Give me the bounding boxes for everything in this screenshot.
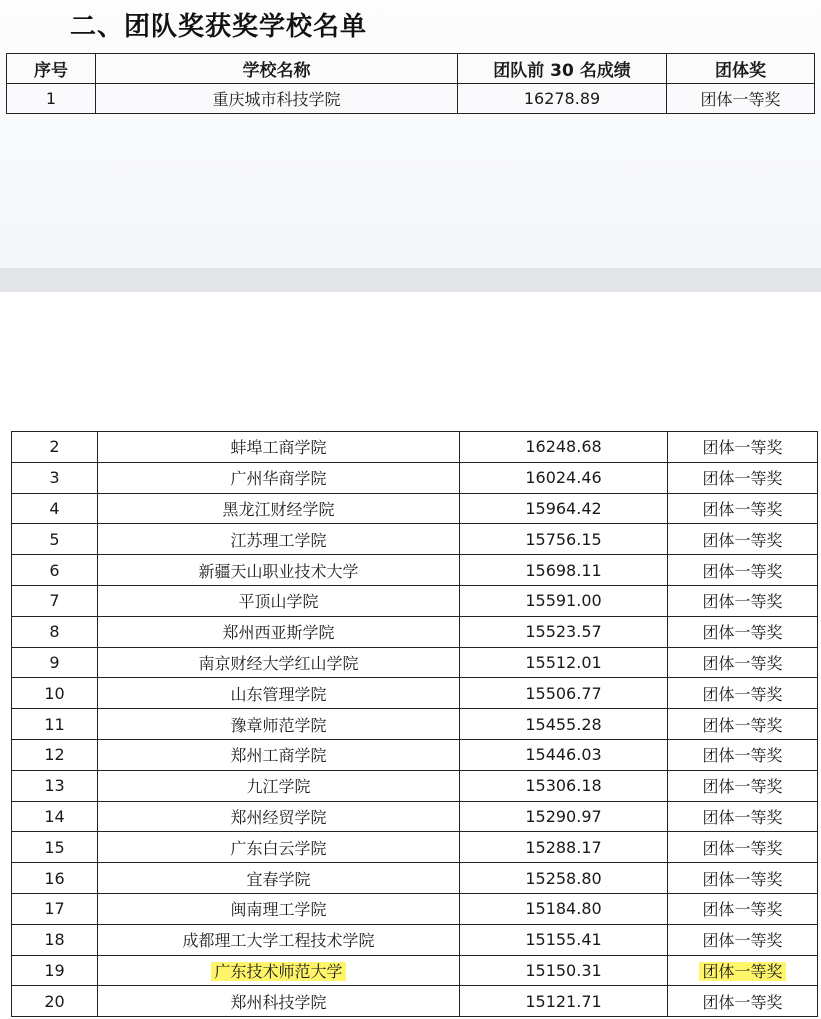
cell-award: 团体一等奖 [668, 832, 818, 863]
table-row [12, 739, 818, 770]
cell-rank: 10 [12, 678, 98, 709]
cell-score: 15121.71 [460, 986, 668, 1017]
cell-rank: 4 [12, 493, 98, 524]
table-row [12, 709, 818, 740]
cell-school: 南京财经大学红山学院 [98, 647, 460, 678]
cell-award: 团体一等奖 [668, 585, 818, 616]
cell-rank: 8 [12, 616, 98, 647]
award-table-head [6, 53, 815, 114]
table-row [12, 493, 818, 524]
cell-rank: 5 [12, 524, 98, 555]
cell-score: 15446.03 [460, 739, 668, 770]
cell-school: 郑州科技学院 [98, 986, 460, 1017]
table-row [12, 524, 818, 555]
cell-award: 团体一等奖 [668, 616, 818, 647]
cell-rank: 16 [12, 863, 98, 894]
cell-award: 团体一等奖 [668, 709, 818, 740]
table-row [12, 832, 818, 863]
cell-rank: 9 [12, 647, 98, 678]
cell-award: 团体一等奖 [668, 493, 818, 524]
table-row [12, 955, 818, 986]
cell-school: 蚌埠工商学院 [98, 432, 460, 463]
award-table-continued [11, 431, 818, 1017]
cell-score: 15290.97 [460, 801, 668, 832]
cell-award: 团体一等奖 [668, 647, 818, 678]
cell-rank: 1 [7, 84, 96, 114]
cell-award: 团体一等奖 [668, 801, 818, 832]
cell-school: 广州华商学院 [98, 462, 460, 493]
highlighted-text: 团体一等奖 [699, 962, 785, 981]
cell-school: 郑州工商学院 [98, 739, 460, 770]
cell-award: 团体一等奖 [668, 863, 818, 894]
col-header-school: 学校名称 [96, 54, 458, 84]
col-header-score: 团队前 30 名成绩 [458, 54, 667, 84]
cell-school: 重庆城市科技学院 [96, 84, 458, 114]
table-row [12, 770, 818, 801]
highlighted-text: 广东技术师范大学 [211, 962, 345, 981]
cell-award: 团体一等奖 [668, 770, 818, 801]
cell-school: 郑州经贸学院 [98, 801, 460, 832]
cell-rank: 6 [12, 555, 98, 586]
cell-score: 15591.00 [460, 585, 668, 616]
cell-school: 江苏理工学院 [98, 524, 460, 555]
cell-award: 团体一等奖 [668, 678, 818, 709]
document-page-top [0, 0, 821, 268]
cell-score: 15506.77 [460, 678, 668, 709]
cell-rank: 19 [12, 955, 98, 986]
cell-rank: 14 [12, 801, 98, 832]
cell-award: 团体一等奖 [668, 432, 818, 463]
cell-school: 山东管理学院 [98, 678, 460, 709]
cell-award: 团体一等奖 [668, 986, 818, 1017]
table-row [12, 585, 818, 616]
cell-score: 16278.89 [458, 84, 667, 114]
cell-school: 成都理工大学工程技术学院 [98, 924, 460, 955]
table-row [12, 647, 818, 678]
cell-rank: 7 [12, 585, 98, 616]
page-separator [0, 268, 821, 292]
table-row [12, 986, 818, 1017]
table-row [12, 616, 818, 647]
table-row [12, 462, 818, 493]
cell-award: 团体一等奖 [668, 893, 818, 924]
cell-score: 15756.15 [460, 524, 668, 555]
cell-award: 团体一等奖 [668, 462, 818, 493]
cell-school: 豫章师范学院 [98, 709, 460, 740]
col-header-award: 团体奖 [667, 54, 815, 84]
table-row [7, 84, 815, 114]
cell-school [98, 955, 460, 986]
cell-rank: 13 [12, 770, 98, 801]
cell-rank: 17 [12, 893, 98, 924]
cell-award [668, 955, 818, 986]
cell-score: 15523.57 [460, 616, 668, 647]
cell-school: 宜春学院 [98, 863, 460, 894]
cell-score: 15258.80 [460, 863, 668, 894]
cell-rank: 15 [12, 832, 98, 863]
cell-award: 团体一等奖 [668, 555, 818, 586]
cell-score: 15306.18 [460, 770, 668, 801]
cell-score: 15455.28 [460, 709, 668, 740]
cell-score: 15150.31 [460, 955, 668, 986]
cell-score: 15288.17 [460, 832, 668, 863]
table-row [12, 678, 818, 709]
cell-rank: 3 [12, 462, 98, 493]
cell-rank: 2 [12, 432, 98, 463]
table-row [12, 432, 818, 463]
cell-rank: 20 [12, 986, 98, 1017]
cell-score: 15964.42 [460, 493, 668, 524]
cell-award: 团体一等奖 [667, 84, 815, 114]
cell-school: 九江学院 [98, 770, 460, 801]
table-row [12, 801, 818, 832]
table-row [12, 555, 818, 586]
cell-score: 15698.11 [460, 555, 668, 586]
cell-school: 黑龙江财经学院 [98, 493, 460, 524]
cell-rank: 18 [12, 924, 98, 955]
table-header-row [7, 54, 815, 84]
cell-school: 新疆天山职业技术大学 [98, 555, 460, 586]
cell-award: 团体一等奖 [668, 524, 818, 555]
cell-school: 闽南理工学院 [98, 893, 460, 924]
table-row [12, 863, 818, 894]
col-header-rank: 序号 [7, 54, 96, 84]
cell-score: 16024.46 [460, 462, 668, 493]
cell-school: 郑州西亚斯学院 [98, 616, 460, 647]
section-title: 二、团队奖获奖学校名单 [70, 12, 368, 42]
cell-school: 平顶山学院 [98, 585, 460, 616]
cell-rank: 12 [12, 739, 98, 770]
cell-school: 广东白云学院 [98, 832, 460, 863]
table-row [12, 924, 818, 955]
cell-score: 15184.80 [460, 893, 668, 924]
cell-award: 团体一等奖 [668, 924, 818, 955]
cell-rank: 11 [12, 709, 98, 740]
cell-score: 16248.68 [460, 432, 668, 463]
table-row [12, 893, 818, 924]
cell-score: 15155.41 [460, 924, 668, 955]
cell-score: 15512.01 [460, 647, 668, 678]
cell-award: 团体一等奖 [668, 739, 818, 770]
